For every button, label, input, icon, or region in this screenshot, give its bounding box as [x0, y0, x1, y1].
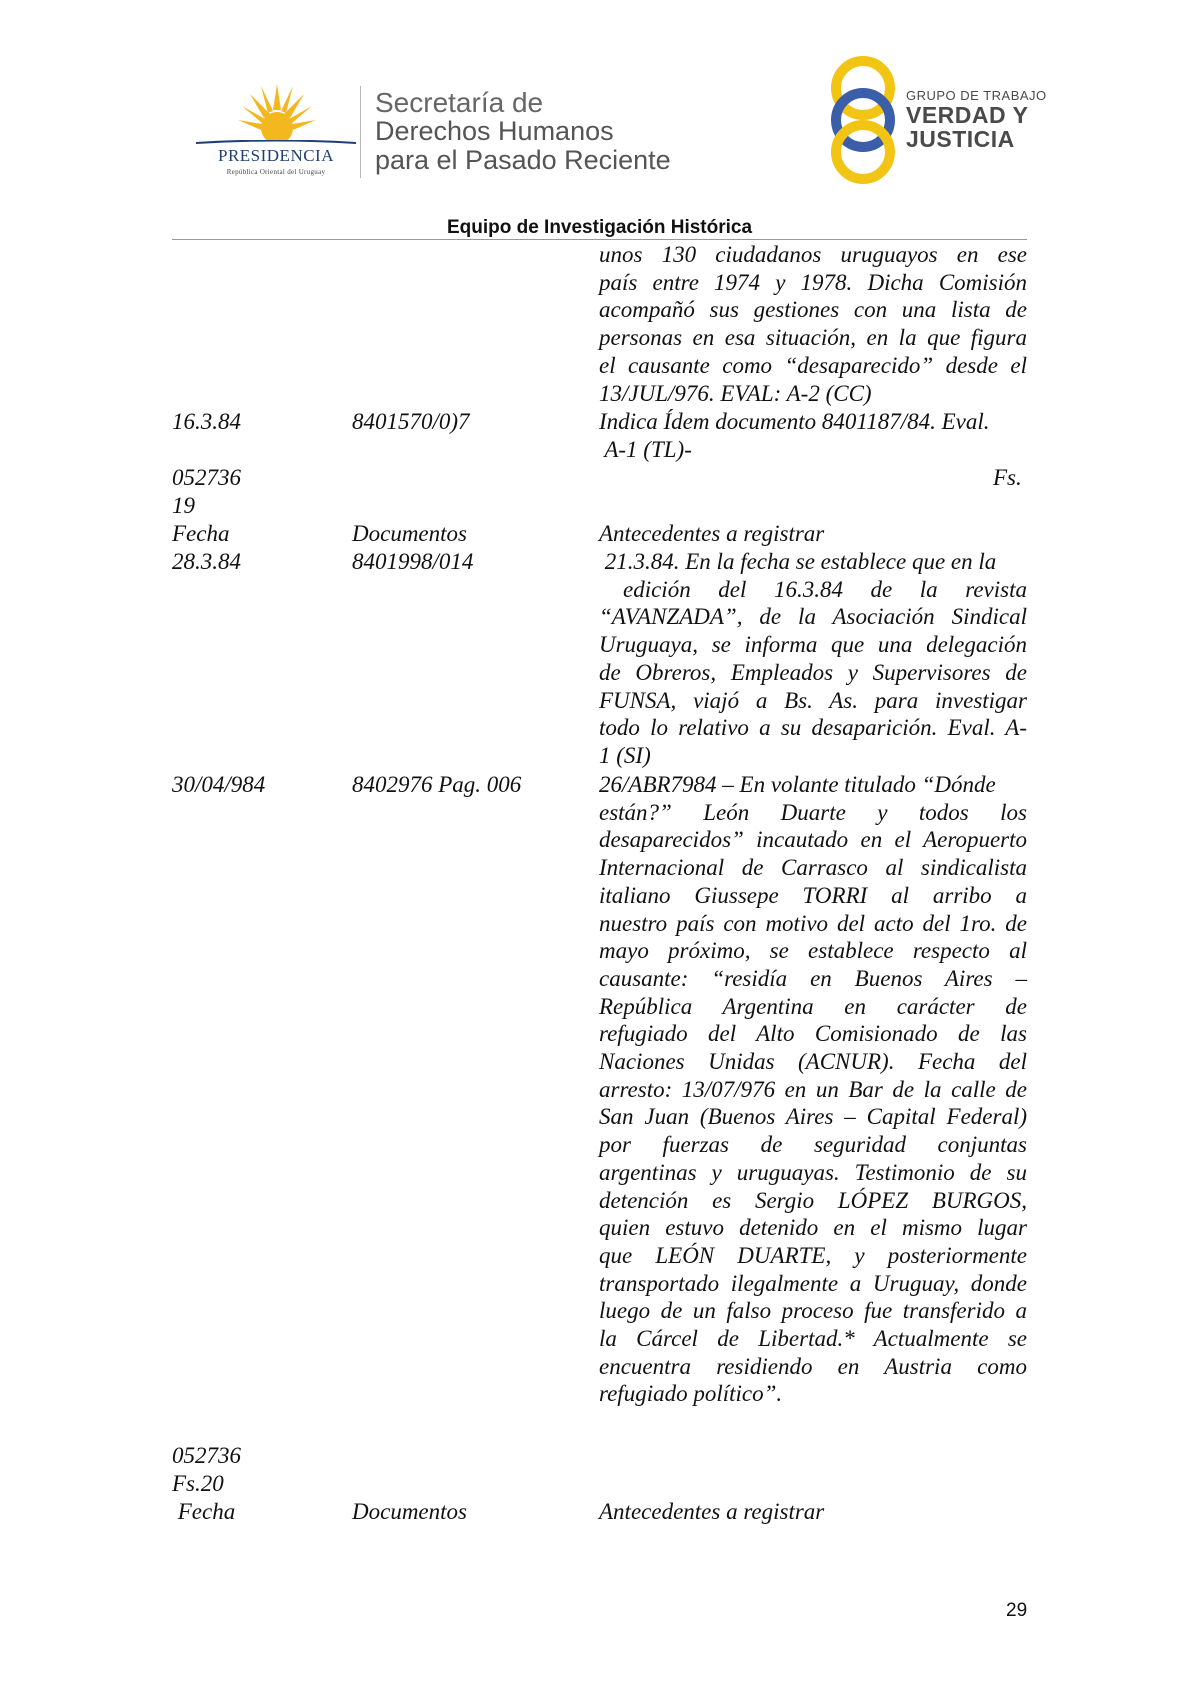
text-line: San Juan (Buenos Aires – Capital Federal): [599, 1104, 1027, 1130]
text-line: A-1 (TL)-: [599, 436, 692, 462]
text-line: unos 130 ciudadanos uruguayos en ese: [599, 242, 1027, 267]
text-line: por fuerzas de seguridad conjuntas: [599, 1132, 1027, 1158]
folio-fs-label: Fs.: [993, 465, 1022, 490]
text-line: quien estuvo detenido en el mismo lugar: [599, 1215, 1027, 1241]
rings-logo-icon: [818, 54, 908, 184]
text-line: acompañó sus gestiones con una lista de: [599, 297, 1027, 323]
column-header-fecha: Fecha: [172, 1499, 236, 1524]
text-line: refugiado del Alto Comisionado de las: [599, 1021, 1027, 1047]
row-text: [599, 548, 1027, 770]
secretaria-title: [375, 88, 671, 175]
text-line: luego de un falso proceso fue transferido a: [599, 1298, 1027, 1324]
gtvj-line-2: JUSTICIA: [906, 126, 1015, 152]
text-line: edición del 16.3.84 de la revista: [623, 576, 1027, 602]
text-line: están?” León Duarte y todos los: [599, 799, 1027, 825]
secretaria-line-2: Derechos Humanos: [375, 116, 614, 146]
text-line: detención es Sergio LÓPEZ BURGOS,: [599, 1187, 1027, 1213]
text-line: 21.3.84. En la fecha se establece que en la: [599, 549, 997, 574]
text-line: República Argentina en carácter de: [599, 993, 1027, 1019]
row-document: 8402976 Pag. 006: [352, 772, 522, 797]
text-line: FUNSA, viajó a Bs. As. para investigar: [599, 687, 1027, 713]
sun-emblem-icon: [236, 82, 318, 156]
entry-text-continued: [599, 241, 1027, 407]
logo-divider: [360, 86, 361, 178]
text-line: la Cárcel de Libertad.* Actualmente se: [599, 1326, 1027, 1352]
text-line: que LEÓN DUARTE, y posteriormente: [599, 1242, 1027, 1268]
text-line: transportado ilegalmente a Uruguay, donde: [599, 1270, 1027, 1296]
text-line: personas en esa situación, en la que figura: [599, 325, 1027, 351]
presidencia-logo: [196, 82, 356, 182]
column-header-fecha: Fecha: [172, 521, 230, 546]
column-header-documentos: Documentos: [352, 1499, 467, 1524]
text-line: causante: “residía en Buenos Aires –: [599, 965, 1027, 991]
gtvj-small-label: GRUPO DE TRABAJO: [906, 88, 1047, 103]
row-date: 30/04/984: [172, 772, 266, 797]
text-line: todo lo relativo a su desaparición. Eval. A-: [599, 715, 1027, 741]
row-date: 28.3.84: [172, 549, 241, 574]
team-heading: Equipo de Investigación Histórica: [446, 217, 753, 238]
text-line: el causante como “desaparecido” desde el: [599, 352, 1027, 378]
text-line: 13/JUL/976. EVAL: A-2 (CC): [599, 380, 872, 406]
row-text: [599, 408, 1027, 463]
row-date: 16.3.84: [172, 409, 241, 434]
column-header-antecedentes: Antecedentes a registrar: [599, 521, 825, 546]
folio-number: Fs.20: [172, 1471, 224, 1496]
folio-number: 19: [172, 493, 195, 518]
text-line: nuestro país con motivo del acto del 1ro. de: [599, 910, 1027, 936]
presidencia-name: PRESIDENCIA: [217, 146, 334, 165]
text-line: argentinas y uruguayas. Testimonio de su: [599, 1159, 1027, 1185]
folio-code: 052736: [172, 465, 241, 490]
text-line: Internacional de Carrasco al sindicalista: [599, 855, 1027, 881]
text-line: país entre 1974 y 1978. Dicha Comisión: [599, 269, 1027, 295]
row-document: 8401570/0)7: [352, 409, 470, 434]
text-line: encuentra residiendo en Austria como: [599, 1353, 1027, 1379]
gtvj-line-1: VERDAD Y: [906, 102, 1029, 128]
text-line: Naciones Unidas (ACNUR). Fecha del: [599, 1049, 1027, 1075]
text-line: “AVANZADA”, de la Asociación Sindical: [599, 604, 1027, 630]
column-header-documentos: Documentos: [352, 521, 467, 546]
gtvj-logo-text: [906, 88, 1047, 151]
text-line: Indica Ídem documento 8401187/84. Eval.: [599, 409, 990, 434]
horizon-line-icon: [196, 140, 356, 144]
row-document: 8401998/014: [352, 549, 474, 574]
text-line: arresto: 13/07/976 en un Bar de la calle de: [599, 1076, 1027, 1102]
folio-code: 052736: [172, 1443, 241, 1468]
column-header-antecedentes: Antecedentes a registrar: [599, 1499, 825, 1524]
secretaria-line-1: Secretaría de: [375, 87, 544, 118]
text-line: desaparecidos” incautado en el Aeropuerto: [599, 827, 1027, 853]
text-line: refugiado político”.: [599, 1381, 783, 1407]
page-number: 29: [1006, 1600, 1028, 1621]
header-rule: [172, 239, 1027, 240]
presidencia-subtitle: República Oriental del Uruguay: [226, 168, 326, 176]
text-line: italiano Giussepe TORRI al arribo a: [599, 882, 1027, 908]
text-line: 1 (SI): [599, 742, 651, 768]
text-line: 26/ABR7984 – En volante titulado “Dónde: [599, 772, 996, 797]
text-line: Uruguaya, se informa que una delegación: [599, 632, 1027, 658]
secretaria-line-3: para el Pasado Reciente: [375, 145, 671, 175]
text-line: de Obreros, Empleados y Supervisores de: [599, 659, 1027, 685]
text-line: mayo próximo, se establece respecto al: [599, 938, 1027, 964]
row-text: [599, 771, 1027, 1408]
